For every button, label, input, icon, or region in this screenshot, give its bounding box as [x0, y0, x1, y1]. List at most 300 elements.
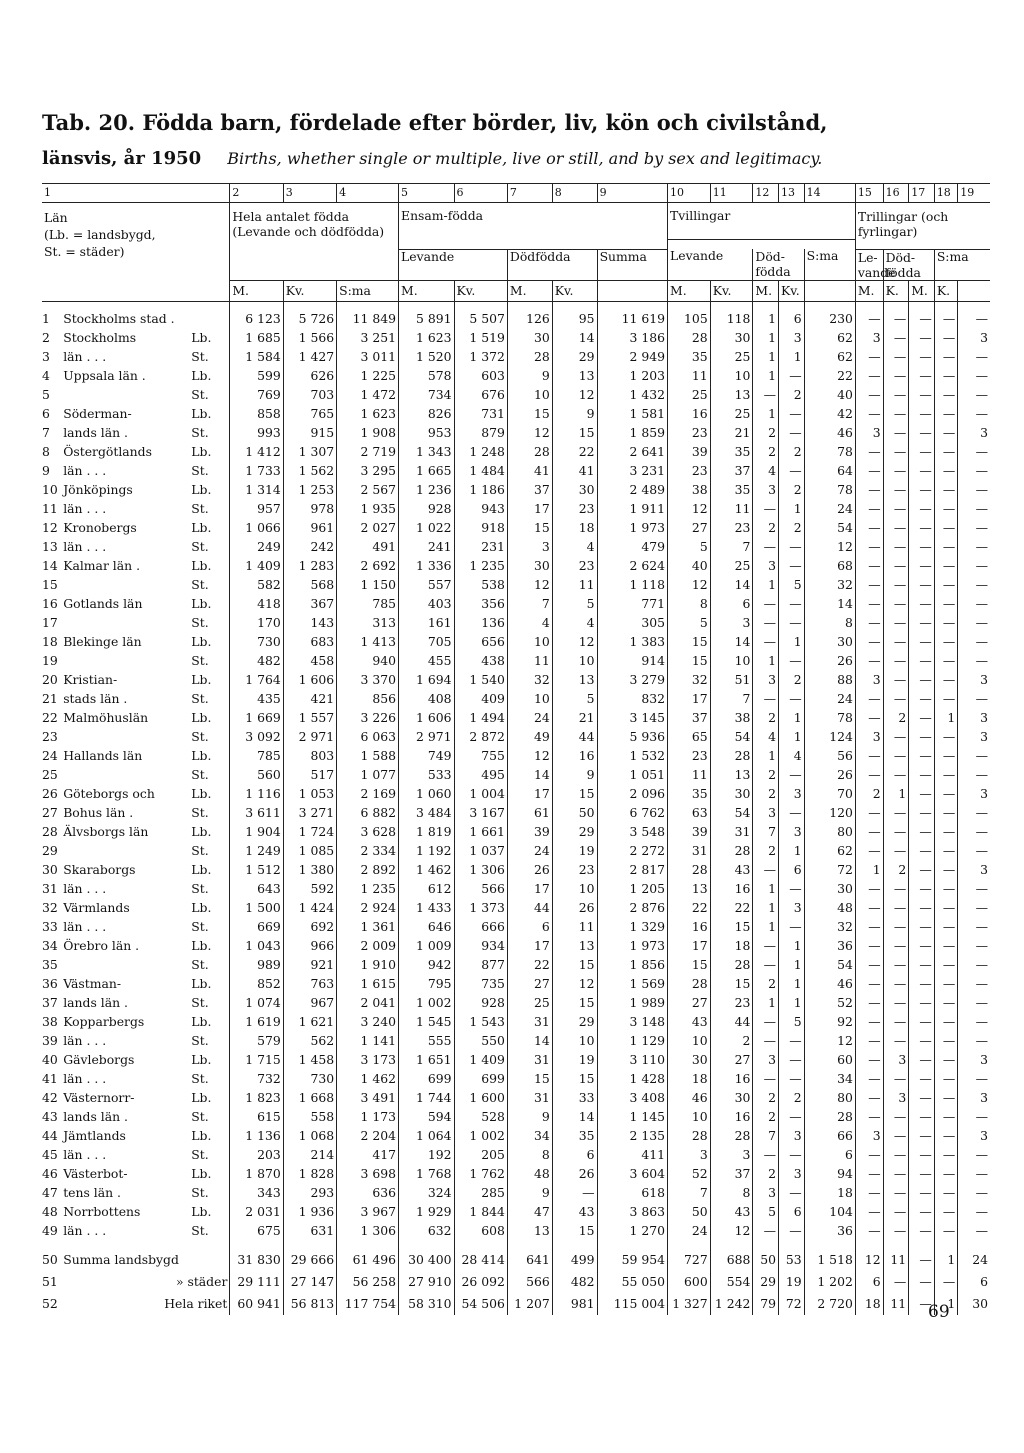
value-cell: 24	[668, 1222, 711, 1241]
value-cell: —	[934, 310, 957, 329]
value-cell: 203	[230, 1146, 283, 1165]
value-cell: —	[934, 1203, 957, 1222]
value-cell: 13	[710, 766, 753, 785]
hdr-m: M.	[399, 280, 455, 301]
value-cell: —	[934, 1070, 957, 1089]
value-cell: 978	[283, 500, 336, 519]
table-title: Tab. 20. Födda barn, fördelade efter börder, liv, kön och civilstånd,	[42, 110, 828, 135]
value-cell: —	[909, 861, 935, 880]
value-cell: 1 494	[454, 709, 507, 728]
value-cell: 3 484	[399, 804, 455, 823]
value-cell: 48	[507, 1165, 552, 1184]
row-number: 35	[42, 957, 58, 972]
value-cell: 5 726	[283, 310, 336, 329]
value-cell: —	[753, 1146, 779, 1165]
value-cell: —	[934, 1222, 957, 1241]
value-cell: —	[909, 652, 935, 671]
value-cell: 42	[804, 405, 855, 424]
value-cell: 7	[753, 823, 779, 842]
value-cell: —	[855, 823, 883, 842]
value-cell: —	[909, 1051, 935, 1070]
value-cell: —	[958, 595, 990, 614]
value-cell: 1 022	[399, 519, 455, 538]
value-cell: 1 588	[337, 747, 399, 766]
value-cell: —	[855, 443, 883, 462]
area-type: Lb.	[191, 1204, 212, 1219]
value-cell: 989	[230, 956, 283, 975]
value-cell: 1 619	[230, 1013, 283, 1032]
value-cell: —	[883, 538, 909, 557]
row-number: 48	[42, 1204, 58, 1219]
table-row	[42, 405, 990, 424]
value-cell: —	[855, 1051, 883, 1070]
total-cell: —	[934, 1271, 957, 1293]
total-cell: 27 910	[399, 1271, 455, 1293]
value-cell: —	[855, 633, 883, 652]
row-number: 50	[42, 1251, 58, 1267]
value-cell: 626	[283, 367, 336, 386]
value-cell: —	[883, 614, 909, 633]
value-cell: 9	[552, 766, 597, 785]
value-cell: —	[909, 595, 935, 614]
value-cell: —	[883, 747, 909, 766]
value-cell: 11	[710, 500, 753, 519]
value-cell: 68	[804, 557, 855, 576]
value-cell: 2	[710, 1032, 753, 1051]
col-num: 18	[934, 184, 957, 203]
table-row	[42, 1222, 990, 1241]
value-cell: 15	[552, 956, 597, 975]
value-cell: —	[855, 899, 883, 918]
county-name: stads län .	[63, 691, 128, 706]
table-row	[42, 386, 990, 405]
value-cell: 31	[507, 1013, 552, 1032]
value-cell: 2 031	[230, 1203, 283, 1222]
col-num: 17	[909, 184, 935, 203]
value-cell: 5 891	[399, 310, 455, 329]
value-cell: —	[855, 557, 883, 576]
value-cell: 528	[454, 1108, 507, 1127]
value-cell: 143	[283, 614, 336, 633]
area-type: St.	[191, 349, 209, 364]
value-cell: 25	[668, 386, 711, 405]
value-cell: 12	[668, 576, 711, 595]
value-cell: 1 600	[454, 1089, 507, 1108]
value-cell: 579	[230, 1032, 283, 1051]
county-name: län . . .	[63, 881, 107, 896]
value-cell: 15	[552, 994, 597, 1013]
value-cell: 1 764	[230, 671, 283, 690]
value-cell: 41	[507, 462, 552, 481]
area-type: Lb.	[191, 596, 212, 611]
value-cell: —	[934, 405, 957, 424]
value-cell: —	[909, 1146, 935, 1165]
value-cell: 1	[753, 348, 779, 367]
total-cell: 54 506	[454, 1293, 507, 1315]
value-cell: —	[934, 671, 957, 690]
col-num: 9	[597, 184, 667, 203]
value-cell: —	[909, 614, 935, 633]
value-cell: —	[934, 1127, 957, 1146]
value-cell: 23	[552, 861, 597, 880]
hdr-m: M.	[230, 280, 283, 301]
value-cell: 578	[399, 367, 455, 386]
value-cell: 78	[804, 481, 855, 500]
total-cell: 554	[710, 1271, 753, 1293]
county-name	[61, 576, 189, 595]
value-cell: 3	[710, 1146, 753, 1165]
col-num: 11	[710, 184, 753, 203]
value-cell: 72	[804, 861, 855, 880]
trillingar-header: Trillingar (och fyrlingar)	[855, 203, 990, 240]
value-cell: 28	[710, 842, 753, 861]
value-cell: 1 581	[597, 405, 667, 424]
total-cell: 1 327	[668, 1293, 711, 1315]
value-cell: 26	[804, 766, 855, 785]
value-cell: 1	[753, 880, 779, 899]
value-cell: 16	[710, 1108, 753, 1127]
value-cell: 32	[804, 918, 855, 937]
value-cell: 3	[958, 709, 990, 728]
value-cell: 557	[399, 576, 455, 595]
table-row	[42, 367, 990, 386]
value-cell: 249	[230, 538, 283, 557]
value-cell: —	[779, 367, 805, 386]
value-cell: 1 428	[597, 1070, 667, 1089]
value-cell: 1 458	[283, 1051, 336, 1070]
table-row	[42, 595, 990, 614]
value-cell: 8	[668, 595, 711, 614]
value-cell: 2 334	[337, 842, 399, 861]
value-cell: —	[779, 1146, 805, 1165]
total-row	[42, 1271, 990, 1293]
value-cell: 953	[399, 424, 455, 443]
value-cell: —	[934, 937, 957, 956]
value-cell: —	[934, 956, 957, 975]
value-cell: 94	[804, 1165, 855, 1184]
value-cell: 124	[804, 728, 855, 747]
value-cell: 1 685	[230, 329, 283, 348]
value-cell: 517	[283, 766, 336, 785]
value-cell: —	[883, 424, 909, 443]
value-cell: 4	[753, 728, 779, 747]
value-cell: —	[883, 918, 909, 937]
value-cell: 656	[454, 633, 507, 652]
row-number: 2	[42, 330, 50, 345]
value-cell: 28	[710, 956, 753, 975]
value-cell: 35	[552, 1127, 597, 1146]
value-cell: 3	[958, 728, 990, 747]
value-cell: 37	[507, 481, 552, 500]
total-cell: 1 518	[804, 1249, 855, 1271]
value-cell: —	[753, 1070, 779, 1089]
value-cell: 231	[454, 538, 507, 557]
county-name: län . . .	[63, 1033, 107, 1048]
value-cell: 6	[779, 1203, 805, 1222]
county-name: län . . .	[63, 1071, 107, 1086]
value-cell: 3 240	[337, 1013, 399, 1032]
area-type: Lb.	[191, 444, 212, 459]
value-cell: 612	[399, 880, 455, 899]
value-cell: 10	[552, 880, 597, 899]
hdr-k: K.	[934, 280, 957, 301]
value-cell: 1 043	[230, 937, 283, 956]
county-name: tens län .	[63, 1185, 121, 1200]
area-type	[189, 310, 230, 329]
value-cell: —	[909, 348, 935, 367]
value-cell: —	[934, 614, 957, 633]
value-cell: 731	[454, 405, 507, 424]
value-cell: 40	[668, 557, 711, 576]
value-cell: —	[934, 899, 957, 918]
value-cell: 29	[552, 348, 597, 367]
value-cell: 3 628	[337, 823, 399, 842]
area-type: Lb.	[191, 406, 212, 421]
value-cell: 5	[552, 595, 597, 614]
value-cell: 15	[668, 633, 711, 652]
value-cell: 62	[804, 329, 855, 348]
value-cell: 192	[399, 1146, 455, 1165]
value-cell: 1 136	[230, 1127, 283, 1146]
county-name: län . . .	[63, 501, 107, 516]
value-cell: —	[855, 310, 883, 329]
value-cell: 9	[507, 1184, 552, 1203]
value-cell: 2	[753, 842, 779, 861]
value-cell: —	[909, 804, 935, 823]
value-cell: 6	[710, 595, 753, 614]
value-cell: 3 173	[337, 1051, 399, 1070]
value-cell: 37	[710, 462, 753, 481]
value-cell: 803	[283, 747, 336, 766]
value-cell: 2 872	[454, 728, 507, 747]
row-number: 6	[42, 406, 50, 421]
value-cell: 23	[668, 462, 711, 481]
value-cell: 31	[710, 823, 753, 842]
value-cell: 23	[710, 519, 753, 538]
value-cell: 30	[552, 481, 597, 500]
county-name: Hallands län	[63, 748, 143, 763]
value-cell: 683	[283, 633, 336, 652]
area-type: Lb.	[191, 634, 212, 649]
value-cell: 732	[230, 1070, 283, 1089]
value-cell: 2 489	[597, 481, 667, 500]
area-type: St.	[191, 767, 209, 782]
table-row	[42, 348, 990, 367]
county-name: Älvsborgs län	[63, 824, 149, 839]
value-cell: 2 719	[337, 443, 399, 462]
value-cell: 34	[507, 1127, 552, 1146]
total-label: Summa landsbygd	[63, 1251, 179, 1267]
value-cell: 61	[507, 804, 552, 823]
lan-header	[42, 203, 230, 281]
value-cell: 3	[958, 424, 990, 443]
table-row	[42, 310, 990, 329]
value-cell: 3	[753, 557, 779, 576]
row-number: 16	[42, 596, 58, 611]
county-name: Bohus län .	[63, 805, 134, 820]
value-cell: 703	[283, 386, 336, 405]
tr-levande-header: Le-vande	[855, 249, 883, 280]
value-cell: —	[958, 823, 990, 842]
value-cell: 2 027	[337, 519, 399, 538]
total-cell: 499	[552, 1249, 597, 1271]
value-cell: —	[883, 386, 909, 405]
area-type: St.	[191, 1109, 209, 1124]
value-cell: 1 306	[337, 1222, 399, 1241]
col-num: 15	[855, 184, 883, 203]
value-cell: —	[855, 1222, 883, 1241]
value-cell: 35	[668, 785, 711, 804]
value-cell: —	[753, 595, 779, 614]
total-cell: 1 207	[507, 1293, 552, 1315]
table-row	[42, 842, 990, 861]
value-cell: 3	[855, 424, 883, 443]
value-cell: 1 427	[283, 348, 336, 367]
value-cell: 2 924	[337, 899, 399, 918]
total-cell: 12	[855, 1249, 883, 1271]
lan-header-line: (Lb. = landsbygd,	[44, 227, 156, 242]
total-cell: 688	[710, 1249, 753, 1271]
area-type: Lb.	[191, 976, 212, 991]
area-type: Lb.	[191, 824, 212, 839]
value-cell: 599	[230, 367, 283, 386]
value-cell: 2	[779, 386, 805, 405]
value-cell: 26	[804, 652, 855, 671]
row-number: 44	[42, 1128, 58, 1143]
table-row	[42, 994, 990, 1013]
value-cell: —	[909, 975, 935, 994]
area-type: St.	[191, 995, 209, 1010]
county-name: län . . .	[63, 919, 107, 934]
county-name: Skaraborgs	[63, 862, 136, 877]
value-cell: 1 569	[597, 975, 667, 994]
value-cell: 3 863	[597, 1203, 667, 1222]
value-cell: 28	[668, 329, 711, 348]
value-cell: 1 329	[597, 918, 667, 937]
value-cell: 6	[552, 1146, 597, 1165]
value-cell: —	[958, 937, 990, 956]
county-name: Västernorr-	[63, 1090, 135, 1105]
value-cell: 3 548	[597, 823, 667, 842]
value-cell: 618	[597, 1184, 667, 1203]
area-type: St.	[191, 1033, 209, 1048]
value-cell: —	[909, 481, 935, 500]
value-cell: 3 604	[597, 1165, 667, 1184]
value-cell: 12	[507, 747, 552, 766]
table-row	[42, 728, 990, 747]
value-cell: 560	[230, 766, 283, 785]
value-cell: 730	[283, 1070, 336, 1089]
value-cell: —	[909, 899, 935, 918]
table-row	[42, 975, 990, 994]
value-cell: —	[934, 1184, 957, 1203]
value-cell: —	[779, 804, 805, 823]
value-cell: 3	[779, 1127, 805, 1146]
value-cell: 4	[552, 538, 597, 557]
table-row	[42, 861, 990, 880]
value-cell: 636	[337, 1184, 399, 1203]
value-cell: 12	[552, 386, 597, 405]
value-cell: 22	[804, 367, 855, 386]
value-cell: —	[855, 538, 883, 557]
value-cell: 12	[552, 975, 597, 994]
value-cell: —	[958, 405, 990, 424]
value-cell: 3 167	[454, 804, 507, 823]
value-cell: —	[909, 633, 935, 652]
row-number: 10	[42, 482, 58, 497]
value-cell: —	[779, 1051, 805, 1070]
value-cell: 1	[779, 994, 805, 1013]
col-num: 2	[230, 184, 283, 203]
value-cell: —	[909, 690, 935, 709]
value-cell: 928	[399, 500, 455, 519]
value-cell: 1 343	[399, 443, 455, 462]
value-cell: 32	[507, 671, 552, 690]
value-cell: 785	[337, 595, 399, 614]
value-cell: —	[909, 1127, 935, 1146]
value-cell: 2 692	[337, 557, 399, 576]
table-row	[42, 804, 990, 823]
value-cell: 293	[283, 1184, 336, 1203]
value-cell: —	[753, 1032, 779, 1051]
value-cell: 1 540	[454, 671, 507, 690]
value-cell: 23	[552, 500, 597, 519]
value-cell: 538	[454, 576, 507, 595]
value-cell: 5	[552, 690, 597, 709]
area-type: St.	[191, 919, 209, 934]
county-name: Blekinge län	[63, 634, 142, 649]
value-cell: 2 204	[337, 1127, 399, 1146]
value-cell: —	[909, 329, 935, 348]
value-cell: 3	[958, 329, 990, 348]
value-cell: 3	[779, 1165, 805, 1184]
county-name	[61, 842, 189, 861]
table-row	[42, 880, 990, 899]
value-cell: —	[958, 1222, 990, 1241]
value-cell: —	[958, 652, 990, 671]
row-number: 39	[42, 1033, 58, 1048]
col-num: 3	[283, 184, 336, 203]
value-cell: —	[909, 386, 935, 405]
value-cell: 615	[230, 1108, 283, 1127]
total-cell: 18	[855, 1293, 883, 1315]
value-cell: 1 004	[454, 785, 507, 804]
total-cell: 29	[753, 1271, 779, 1293]
header-row-groups	[42, 203, 990, 240]
value-cell: —	[883, 557, 909, 576]
value-cell: 675	[230, 1222, 283, 1241]
table-row	[42, 1089, 990, 1108]
value-cell: 921	[283, 956, 336, 975]
value-cell: 27	[668, 994, 711, 1013]
value-cell: 438	[454, 652, 507, 671]
value-cell: —	[909, 576, 935, 595]
value-cell: —	[883, 1184, 909, 1203]
value-cell: —	[855, 975, 883, 994]
value-cell: 15	[710, 975, 753, 994]
value-cell: —	[883, 1070, 909, 1089]
value-cell: 23	[552, 557, 597, 576]
value-cell: —	[909, 500, 935, 519]
value-cell: 241	[399, 538, 455, 557]
row-number: 1	[42, 311, 50, 326]
value-cell: 1 413	[337, 633, 399, 652]
row-number: 27	[42, 805, 58, 820]
value-cell: 2	[753, 785, 779, 804]
value-cell: —	[855, 481, 883, 500]
area-type: St.	[191, 615, 209, 630]
value-cell: 46	[804, 975, 855, 994]
